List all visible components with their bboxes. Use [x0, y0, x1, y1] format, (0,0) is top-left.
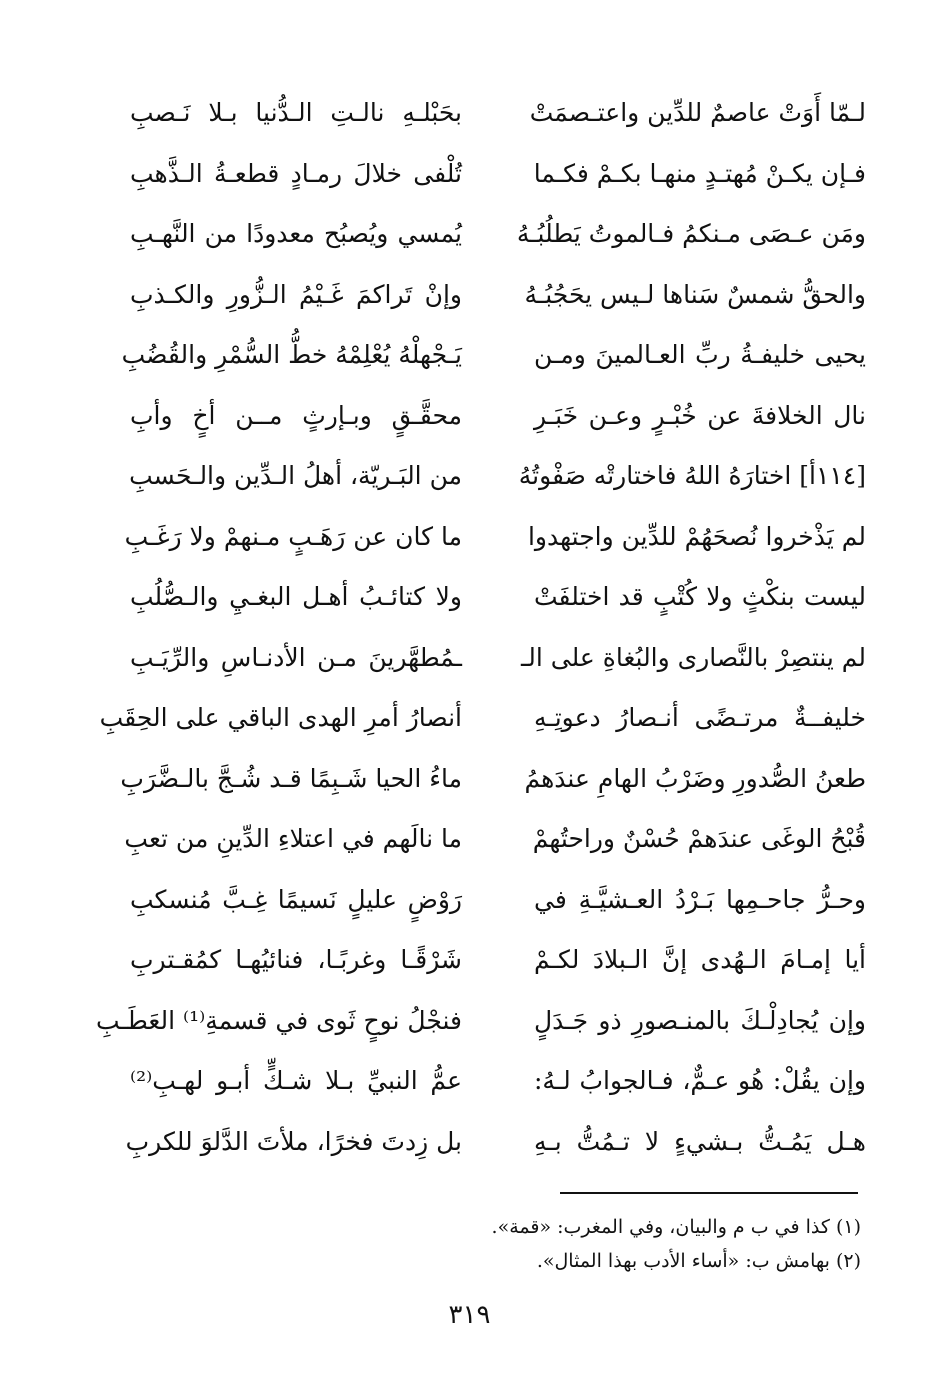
first-hemistich: وإن يُجادِلْـكَ بالمنـصورِ ذو جَـدَلٍ	[534, 1005, 866, 1035]
second-hemistich: يَـجْهلْهُ يُعْلِمْهُ خطُّ السُّمْرِ والقُضُبِ	[121, 340, 462, 369]
second-hemistich: عمُّ النبيِّ بـلا شـكٍّ أبـو لهـبِ⁽²⁾	[130, 1066, 462, 1095]
verse-line	[130, 572, 866, 622]
first-hemistich: [١١٤أ] اختارَهُ اللهُ فاختارتْه صَفْوتُهُ	[518, 461, 866, 490]
footnote-separator	[560, 1192, 858, 1194]
verse-line	[130, 270, 866, 320]
verse-line	[124, 814, 866, 864]
verse-line	[130, 1056, 866, 1106]
first-hemistich: وإن يقُلْ: هُو عـمٌّ، فـالجوابُ لـهُ:	[534, 1066, 866, 1095]
page-number: ٣١٩	[448, 1300, 491, 1330]
verse-line	[125, 1117, 866, 1167]
verse-line	[120, 754, 866, 804]
footnote-2: (٢) بهامش ب: «أساء الأدب بهذا المثال».	[536, 1250, 861, 1272]
second-hemistich: بل زِدتَ فخرًا، ملأتَ الدَّلوَ للكربِ	[125, 1126, 462, 1156]
second-hemistich: تُلْفى خلالَ رمـادٍ قطعـةُ الـذَّهبِ	[130, 158, 462, 188]
second-hemistich: وإنْ تَراكمَ غَـيْمُ الـزُّورِ والكـذبِ	[130, 279, 462, 309]
second-hemistich: رَوْضٍ عليلٍ نَسيمًا غِـبَّ مُنسكبِ	[130, 884, 462, 914]
first-hemistich: ومَن عـصَى مـنكمُ فـالموتُ يَطلُبُـهُ	[516, 219, 866, 248]
first-hemistich: ليست بنكْثٍ ولا كُتْبٍ قد اختلفَتْ	[534, 582, 866, 611]
verse-line	[96, 996, 866, 1046]
first-hemistich: أيا إمـامَ الـهُدى إنَّ الـبلادَ لكـمْ	[534, 945, 866, 974]
second-hemistich: محقَّـقٍ وبـإرثٍ مــن أخٍ وأبِ	[130, 400, 462, 430]
verse-line	[130, 209, 866, 259]
second-hemistich: شَرْقًـا وغربًـا، فنائيُهـا كمُقـتربِ	[130, 945, 462, 974]
verse-line	[130, 633, 866, 683]
verse-line	[130, 391, 866, 441]
first-hemistich: لـمّا أَوَتْ عاصمٌ للدِّين واعتـصمَتْ	[529, 98, 866, 127]
first-hemistich: لم ينتصِرْ بالنَّصارى والبُغاةِ على الـ	[520, 642, 866, 672]
first-hemistich: قُبْحُ الوغَى عندَهمْ حُسْنٌ وراحتُهمْ	[532, 824, 866, 853]
second-hemistich: ـمُطهَّرينَ مـن الأدنـاسِ والرِّيَـبِ	[130, 642, 462, 672]
first-hemistich: يحيى خليفـةُ ربِّ العـالمينَ ومـن	[534, 340, 866, 369]
first-hemistich: خليفــةٌ مرتـضًى أنـصارُ دعوتِـهِ	[534, 703, 866, 732]
second-hemistich: ولا كتائـبُ أهـل البغـيِ والـصُّلُبِ	[130, 582, 462, 611]
verse-line	[130, 88, 866, 138]
footnotes	[301, 1210, 861, 1278]
second-hemistich: من البَـريّة، أهلُ الـدِّين والـحَسبِ	[129, 461, 462, 490]
poem-body	[96, 88, 866, 1178]
first-hemistich: فـإن يكـنْ مُهتـدٍ منهـا بكـمْ فكـما	[533, 158, 866, 188]
second-hemistich: أنصارُ أمرِ الهدى الباقي على الحِقَبِ	[99, 703, 462, 732]
first-hemistich: لم يَذْخروا نُصحَهُمْ للدِّين واجتهدوا	[527, 521, 866, 551]
verse-line	[130, 875, 866, 925]
first-hemistich: هـل يَمُـتُّ بـشيءٍ لا تـمُتُّ بـهِ	[534, 1126, 866, 1156]
first-hemistich: والحقُّ شمسٌ سَناها لـيس يحَجُبُـهُ	[524, 279, 866, 309]
second-hemistich: ماءُ الحيا شَـبِمًا قـد شُـجَّ بالـضَّرَبِ	[120, 763, 462, 793]
verse-line	[130, 149, 866, 199]
verse-line	[130, 451, 866, 501]
verse-line	[130, 935, 866, 985]
first-hemistich: وحـرُّ جاحـمِها بَـرْدُ العـشيَّـةِ في	[534, 884, 866, 914]
first-hemistich: طعنُ الصُّدورِ وضَرْبُ الهامِ عندَهمُ	[524, 763, 866, 793]
verse-line	[124, 512, 866, 562]
footnote-1: (١) كذا في ب م والبيان، وفي المغرب: «قمة».	[491, 1216, 861, 1238]
second-hemistich: ما نالَهم في اعتلاءِ الدِّينِ من تعبِ	[124, 824, 462, 853]
first-hemistich: نال الخلافةَ عن خُبْـرٍ وعـن خَبَـرِ	[534, 400, 866, 430]
second-hemistich: فنجْلُ نوحٍ ثَوى في قسمةِ⁽¹⁾ العَطَـبِ	[96, 1005, 462, 1035]
second-hemistich: يُمسي ويُصبُح معدودًا من النَّهـبِ	[130, 219, 462, 248]
second-hemistich: ما كان عن رَهَـبٍ مـنهمْ ولا رَغَـبِ	[124, 521, 462, 551]
verse-line	[121, 330, 866, 380]
second-hemistich: بحَبْلـهِ نالـتِ الـدُّنيا بـلا نَـصبِ	[130, 98, 462, 127]
verse-line	[99, 693, 866, 743]
